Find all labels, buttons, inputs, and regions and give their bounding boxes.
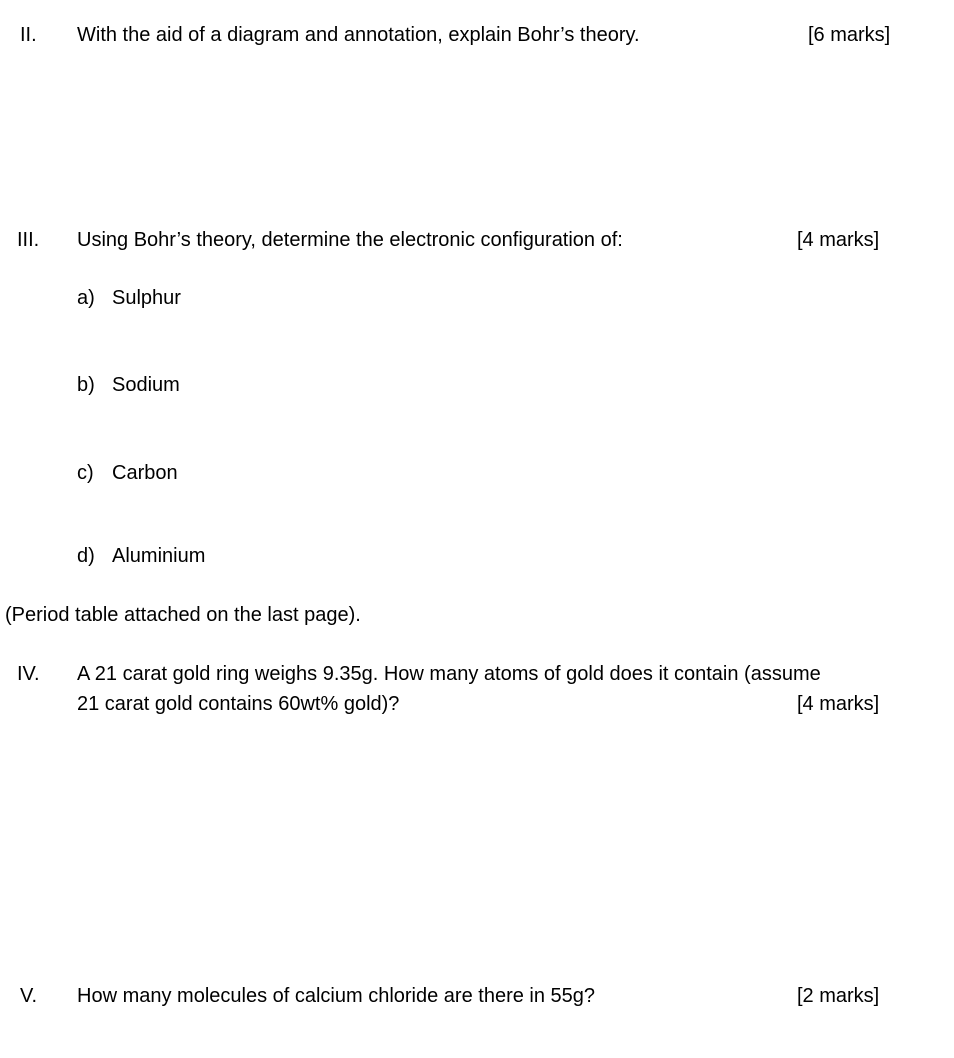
question-text: How many molecules of calcium chloride are there in 55g? (77, 985, 596, 1007)
part-label: d) (77, 545, 95, 567)
part-label: b) (77, 374, 95, 396)
question-marks: [4 marks] (797, 229, 880, 251)
part-label: a) (77, 287, 95, 309)
period-table-note: (Period table attached on the last page). (5, 604, 361, 626)
question-number: V. (20, 985, 38, 1007)
question-number: III. (17, 229, 40, 251)
part-text: Carbon (112, 462, 178, 484)
part-label: c) (77, 462, 94, 484)
question-text-line1: A 21 carat gold ring weighs 9.35g. How many atoms of gold does it contain (assume (77, 663, 821, 685)
question-marks: [2 marks] (797, 985, 880, 1007)
part-text: Sodium (112, 374, 180, 396)
part-text: Sulphur (112, 287, 181, 309)
question-text: With the aid of a diagram and annotation, explain Bohr’s theory. (77, 24, 640, 46)
question-text: Using Bohr’s theory, determine the electronic configuration of: (77, 229, 623, 251)
question-marks: [6 marks] (808, 24, 891, 46)
question-number: IV. (17, 663, 40, 685)
question-marks: [4 marks] (797, 693, 880, 715)
question-text-line2: 21 carat gold contains 60wt% gold)? (77, 693, 400, 715)
question-number: II. (20, 24, 37, 46)
part-text: Aluminium (112, 545, 206, 567)
